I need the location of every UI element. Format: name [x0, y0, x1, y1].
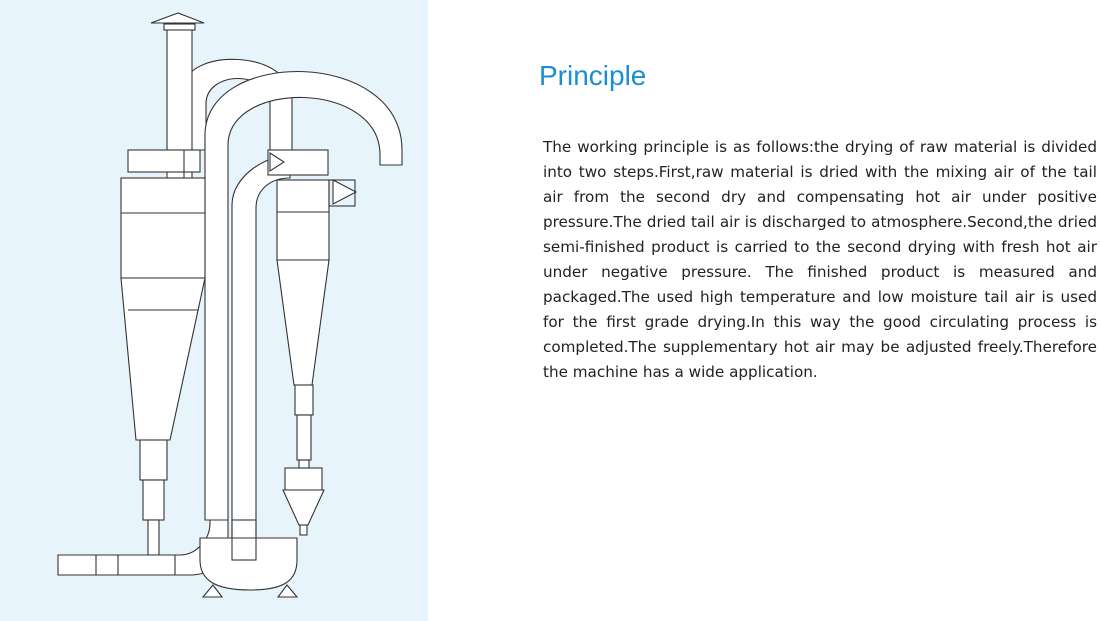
product-outlet — [300, 525, 307, 535]
dryer-diagram — [0, 0, 428, 621]
chamber-leg-right — [278, 585, 297, 597]
chimney-cap — [151, 13, 204, 23]
chamber-leg-left — [203, 585, 222, 597]
right-cyclone-top — [277, 180, 329, 260]
left-cyclone-cone — [121, 278, 205, 440]
mixing-chamber — [200, 538, 297, 590]
right-cyclone-cone — [277, 260, 329, 385]
left-discharge-lower — [143, 480, 164, 520]
principle-description: The working principle is as follows:the drying of raw material is divided into two steps.First,raw material is dried with the mixing air of the tail air from the second dry and compensating hot air under positive pressure.The dried tail air is discharged to atmosphere.Second,the dried semi-finished product is carried to the second drying with fresh hot air under negative pressure. The finished product is measured and packaged.The used high temperature and low moisture tail air is used for the first grade drying.In this way the good circulating process is completed.The supplementary hot air may be adjusted freely.Therefore the machine has a wide application. — [543, 138, 1097, 381]
chimney-base — [164, 24, 195, 30]
left-discharge-valve — [148, 520, 159, 555]
product-hopper-top — [285, 468, 322, 490]
right-discharge-lower — [297, 415, 311, 460]
diagram-panel — [0, 0, 428, 621]
left-discharge-pipe — [140, 440, 167, 480]
right-discharge-pipe — [295, 385, 313, 415]
left-cyclone-inlet — [128, 150, 200, 172]
product-hopper-cone — [283, 490, 324, 525]
hopper-neck — [299, 460, 309, 468]
inlet-arrow-right — [333, 180, 356, 204]
section-title: Principle — [539, 60, 647, 91]
left-cyclone-top — [121, 178, 205, 278]
